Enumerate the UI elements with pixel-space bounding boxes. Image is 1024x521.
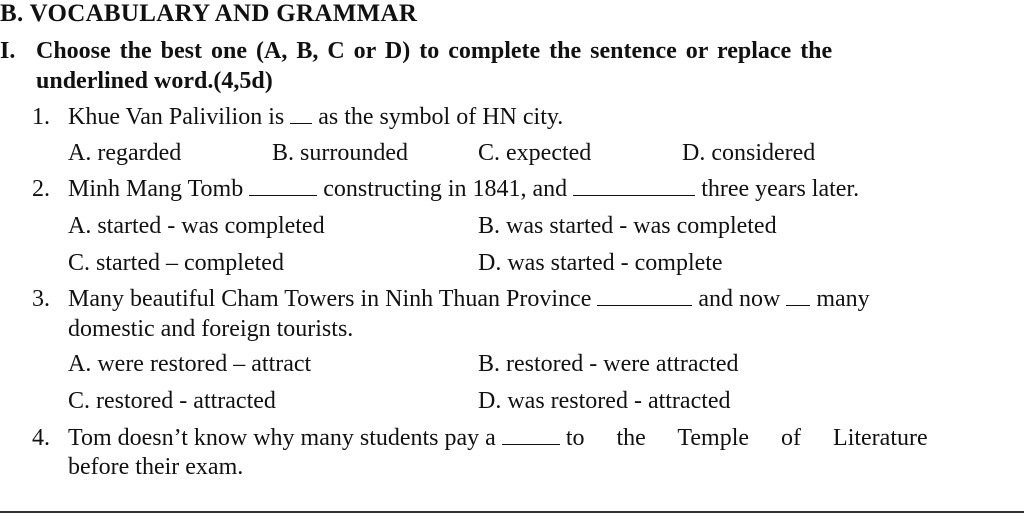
part-number: I.: [0, 38, 16, 64]
option-c: C. restored - attracted: [68, 388, 276, 414]
question-3-text: [68, 286, 870, 313]
answer-blank: [249, 177, 317, 196]
question-number: 1.: [32, 104, 50, 130]
question-text: three years later.: [701, 176, 860, 202]
part-instruction-line2: underlined word.(4,5d): [36, 68, 273, 94]
answer-blank: [573, 177, 695, 196]
part-instruction-line1: Choose the best one (A, B, C or D) to complete the sentence or replace the: [36, 38, 833, 64]
question-text: and now: [698, 286, 781, 312]
question-text: Minh Mang Tomb: [68, 176, 244, 202]
question-4-text: [68, 425, 928, 452]
question-2-text: [68, 176, 859, 203]
answer-blank: [290, 105, 312, 124]
option-b: B. was started - was completed: [478, 213, 777, 239]
question-text: of: [781, 425, 802, 451]
option-c: C. started – completed: [68, 250, 284, 276]
section-title: B. VOCABULARY AND GRAMMAR: [0, 0, 418, 27]
question-text: Tom doesn’t know why many students pay a: [68, 425, 496, 451]
option-a: A. started - was completed: [68, 213, 325, 239]
question-text: as the symbol of HN city.: [318, 104, 564, 130]
option-a: A. were restored – attract: [68, 351, 312, 377]
question-number: 3.: [32, 286, 50, 312]
answer-blank: [502, 426, 560, 445]
option-b: B. surrounded: [272, 140, 408, 166]
question-text: Temple: [677, 425, 750, 451]
option-d: D. was started - complete: [478, 250, 723, 276]
option-b: B. restored - were attracted: [478, 351, 739, 377]
question-text: Khue Van Palivilion is: [68, 104, 285, 130]
question-text: the: [616, 425, 646, 451]
question-1-text: [68, 104, 563, 131]
question-text: to: [565, 425, 585, 451]
option-d: D. considered: [682, 140, 816, 166]
question-number: 2.: [32, 176, 50, 202]
divider-line: [0, 511, 1024, 513]
answer-blank: [597, 287, 692, 306]
question-text: Many beautiful Cham Towers in Ninh Thuan Province: [68, 286, 592, 312]
option-d: D. was restored - attracted: [478, 388, 731, 414]
question-text-continued: domestic and foreign tourists.: [68, 316, 354, 342]
question-text-continued: before their exam.: [68, 454, 244, 480]
answer-blank: [786, 287, 810, 306]
question-text: many: [816, 286, 870, 312]
question-number: 4.: [32, 425, 50, 451]
option-a: A. regarded: [68, 140, 182, 166]
option-c: C. expected: [478, 140, 592, 166]
question-text: Literature: [833, 425, 928, 451]
question-text: constructing in 1841, and: [323, 176, 568, 202]
